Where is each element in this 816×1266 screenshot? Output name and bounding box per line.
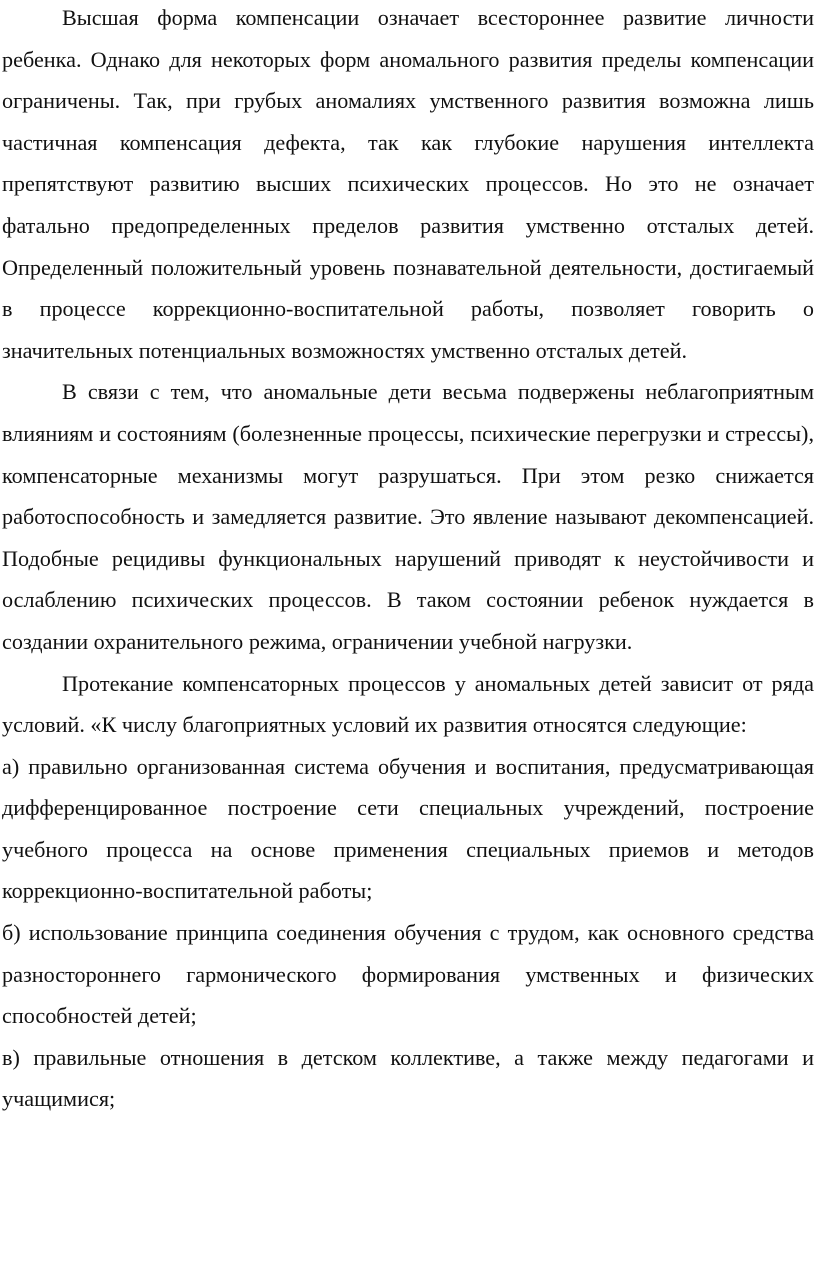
list-item-a: а) правильно организованная система обучения и воспитания, предусматривающая дифференцированное построение сети специальных учреждений, построение учебного процесса на основе применения специальных приемов и методов коррекционно-воспитательной работы; <box>2 753 814 904</box>
paragraph-compensation-limits: Высшая форма компенсации означает всестороннее развитие личности ребенка. Однако для некоторых форм аномального развития пределы компенсации ограничены. Так, при грубых аномалиях умственного развития возможна лишь частичная компенсация дефекта, так как глубокие нарушения интеллекта препятствуют развитию высших психических процессов. Но это не означает фатально предопределенных пределов развития умственно отсталых детей. Определенный положительный уровень познавательной деятельности, достигаемый в процессе коррекционно-воспитательной работы, позволяет говорить о значительных потенциальных возможностях умственно отсталых детей. <box>2 5 814 363</box>
list-item-c: в) правильные отношения в детском коллективе, а также между педагогами и учащимися; <box>2 1044 814 1112</box>
list-item-b: б) использование принципа соединения обучения с трудом, как основного средства разностороннего гармонического формирования умственных и физических способностей детей; <box>2 920 814 1029</box>
paragraph-decompensation: В связи с тем, что аномальные дети весьма подвержены неблагоприятным влияниям и состояниям (болезненные процессы, психические перегрузки и стрессы), компенсаторные механизмы могут разрушаться. При этом резко снижается работоспособность и замедляется развитие. Это явление называют декомпенсацией. Подобные рецидивы функциональных нарушений приводят к неустойчивости и ослаблению психических процессов. В таком состоянии ребенок нуждается в создании охранительного режима, ограничении учебной нагрузки. <box>2 379 814 654</box>
paragraph-conditions-intro: Протекание компенсаторных процессов у аномальных детей зависит от ряда условий. «К числу благоприятных условий их развития относятся следующие: <box>2 670 814 738</box>
